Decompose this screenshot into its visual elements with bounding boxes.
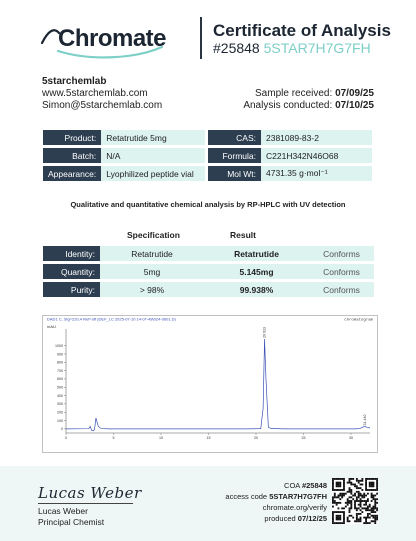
info-value: Retatrutide 5mg (101, 130, 205, 145)
result-status: Conforms (309, 264, 374, 279)
y-tick-label: 800 (57, 360, 63, 365)
y-tick-label: 300 (57, 402, 63, 407)
chart-tag: chromatogram (344, 318, 373, 323)
verify-url[interactable]: chromate.org/verify (262, 503, 327, 512)
qr-code-icon[interactable] (332, 478, 378, 524)
lab-info (42, 76, 162, 112)
results-table (43, 243, 374, 300)
verification-info (225, 480, 327, 524)
coa-label: COA (284, 481, 300, 490)
result-header: Result (230, 230, 256, 240)
info-value: Lyophilized peptide vial (101, 166, 205, 181)
y-tick-label: 600 (57, 377, 63, 382)
sample-info-left (43, 127, 205, 184)
chart-header-text: DAD1 C, Sig=220,4 Ref=off (DEF_LC 2025-07-10 14-07-48\024-0601.D) (47, 316, 176, 322)
result-label: Purity: (43, 282, 100, 297)
info-label: Appearance: (43, 166, 101, 181)
y-tick-label: 700 (57, 368, 63, 373)
result-status: Conforms (309, 246, 374, 261)
footer-coa (225, 480, 327, 491)
signer-name: Lucas Weber (38, 506, 88, 516)
chromatogram-chart (42, 315, 378, 453)
specification-header: Specification (127, 230, 180, 240)
received-date: 07/09/25 (335, 88, 374, 99)
info-row-cas (208, 130, 372, 145)
footer-produced (225, 513, 327, 524)
info-value: 2381089-83-2 (261, 130, 372, 145)
result-value: 5.145mg (204, 264, 309, 279)
y-tick-label: 900 (57, 352, 63, 357)
footer-coa-number: #25848 (301, 481, 327, 490)
result-row-quantity (43, 264, 374, 279)
coa-identifier (213, 40, 371, 56)
sample-received (243, 88, 374, 100)
info-value: 4731.35 g·mol⁻¹ (261, 166, 372, 181)
info-row-batch (43, 148, 205, 163)
result-spec: 5mg (100, 264, 204, 279)
lab-website[interactable]: www.5starchemlab.com (42, 88, 148, 99)
result-status: Conforms (309, 282, 374, 297)
x-tick-label: 10 (159, 436, 163, 440)
coa-number: #25848 (213, 40, 260, 56)
info-label: Mol Wt: (208, 166, 261, 181)
main-peak-label: 20.913 (262, 326, 267, 338)
lab-name: 5starchemlab (42, 76, 107, 87)
y-tick-label: 1000 (55, 343, 63, 348)
chart-border (43, 316, 378, 453)
lab-email[interactable]: Simon@5starchemlab.com (42, 100, 163, 111)
signer-role: Principal Chemist (38, 517, 105, 527)
header-divider (200, 17, 202, 59)
result-value: Retatrutide (204, 246, 309, 261)
info-row-formula (208, 148, 372, 163)
x-tick-label: 25 (301, 436, 306, 440)
result-row-identity (43, 246, 374, 261)
result-label: Quantity: (43, 264, 100, 279)
x-tick-label: 0 (65, 436, 67, 440)
footer-access (225, 491, 327, 502)
result-spec: > 98% (100, 282, 204, 297)
signer-info (38, 506, 104, 528)
x-tick-label: 30 (349, 436, 353, 440)
y-axis-label: mAU (47, 324, 56, 329)
result-spec: Retatrutide (100, 246, 204, 261)
info-label: Product: (43, 130, 101, 145)
conducted-date: 07/10/25 (335, 100, 374, 111)
y-tick-label: 400 (57, 393, 63, 398)
document-title: Certificate of Analysis (213, 21, 391, 40)
signature: Lucas Weber (38, 484, 142, 502)
analysis-conducted (243, 100, 374, 112)
y-tick-label: 0 (61, 427, 63, 432)
brand-name: Chromate (58, 25, 167, 52)
info-label: Batch: (43, 148, 101, 163)
access-code: 5STAR7H7G7FH (263, 40, 371, 56)
header (0, 0, 416, 70)
y-tick-label: 500 (57, 385, 63, 390)
y-tick-label: 200 (57, 410, 63, 415)
info-value: C221H342N46O68 (261, 148, 372, 163)
dates (243, 88, 374, 112)
received-label: Sample received: (255, 88, 333, 99)
info-row-product (43, 130, 205, 145)
info-value: N/A (101, 148, 205, 163)
result-value: 99.938% (204, 282, 309, 297)
sample-info-right (208, 127, 372, 184)
access-label: access code (225, 492, 268, 501)
signature-line (38, 503, 133, 504)
conducted-label: Analysis conducted: (243, 100, 333, 111)
result-row-purity (43, 282, 374, 297)
x-tick-label: 5 (112, 436, 115, 440)
info-label: CAS: (208, 130, 261, 145)
produced-label: produced (264, 514, 296, 523)
analysis-title: Qualitative and quantitative chemical analysis by RP-HPLC with UV detection (70, 200, 346, 209)
info-row-molwt (208, 166, 372, 181)
y-tick-label: 100 (57, 418, 63, 423)
x-tick-label: 20 (254, 436, 258, 440)
info-label: Formula: (208, 148, 261, 163)
minor-peak-label: 31.440 (362, 414, 367, 426)
x-tick-label: 15 (206, 436, 211, 440)
produced-date: 07/12/25 (297, 514, 327, 523)
result-label: Identity: (43, 246, 100, 261)
info-row-appearance (43, 166, 205, 181)
footer-access-code: 5STAR7H7G7FH (269, 492, 327, 501)
